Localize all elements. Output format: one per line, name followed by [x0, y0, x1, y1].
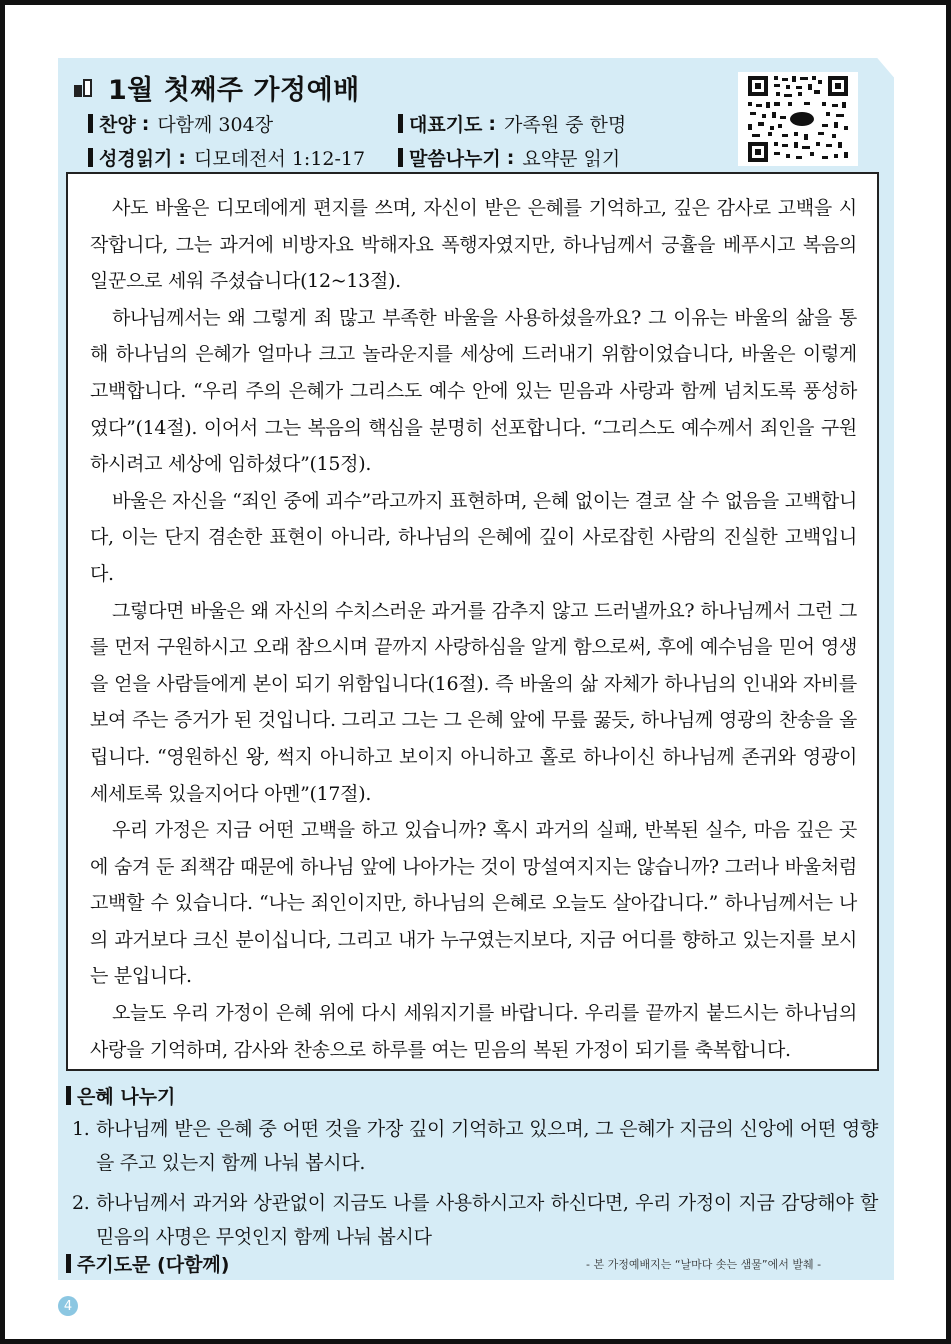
colon: : [178, 146, 187, 169]
reading-info [88, 144, 365, 171]
reading-value: 디모데전서 1:12-17 [194, 148, 366, 170]
sharing-heading-text: 은혜 나누기 [77, 1086, 176, 1108]
prayer-info [398, 110, 626, 137]
paragraph: 우리 가정은 지금 어떤 고백을 하고 있습니까? 혹시 과거의 실패, 반복된 실수, 마음 깊은 곳에 숨겨 둔 죄책감 때문에 하나님 앞에 나아가는 것이 망설여지지는 않습니까? 그러나 바울처럼 고백할 수 있습니다. “나는 죄인이지만, 하나님의 은혜로 오늘도 살아갑니다.” 하나님께서는 나의 과거보다 크신 분이십니다, 그리고 내가 누구였는지보다, 지금 어디를 향하고 있는지를 보시는 분입니다. [90, 819, 857, 988]
bullet-bar [66, 1254, 71, 1273]
sharing-info [398, 144, 620, 171]
hymn-label: 찬양 [99, 114, 136, 136]
devotional-text-box [66, 172, 879, 1071]
paragraph: 그렇다면 바울은 왜 자신의 수치스러운 과거를 감추지 않고 드러낼까요? 하나님께서 그런 그를 먼저 구원하시고 오래 참으시며 끝까지 사랑하심을 알게 함으로써, 후에 예수님을 믿어 영생을 얻을 사람들에게 본이 되기 위함입니다(16절). 즉 바울의 삶 자체가 하나님의 인내와 자비를 보여 주는 증거가 된 것입니다. 그리고 그는 그 은혜 앞에 무릎 꿇듯, 하나님께 영광의 찬송을 올립니다. “영원하신 왕, 썩지 아니하고 보이지 아니하고 홀로 하나이신 하나님께 존귀와 영광이 세세토록 있을지어다 아멘”(17절). [90, 599, 857, 805]
lords-prayer-heading-text: 주기도문 (다함께) [77, 1254, 230, 1276]
sharing-label: 말씀나누기 [409, 148, 501, 170]
bullet-bar [88, 148, 93, 167]
hymn-info [88, 110, 273, 137]
bullet-bar [398, 148, 403, 167]
sharing-heading [66, 1082, 175, 1109]
paragraph: 사도 바울은 디모데에게 편지를 쓰며, 자신이 받은 은혜를 기억하고, 깊은 감사로 고백을 시작합니다, 그는 과거에 비방자요 박해자요 폭행자였지만, 하나님께서 긍휼을 베푸시고 복음의 일꾼으로 세워 주셨습니다(12~13절). [90, 197, 857, 293]
source-note: - 본 가정예배지는 “날마다 솟는 샘물”에서 발췌 - [586, 1258, 822, 1271]
prayer-label: 대표기도 [409, 114, 483, 136]
title-row [74, 68, 360, 107]
question-number: 1. [72, 1118, 90, 1140]
question-text: 하나님께서 과거와 상관없이 지금도 나를 사용하시고자 하신다면, 우리 가정이 지금 감당해야 할 믿음의 사명은 무엇인지 함께 나눠 봅시다 [96, 1192, 878, 1248]
page-title: 1월 첫째주 가정예배 [108, 75, 360, 106]
prayer-value: 가족원 중 한명 [504, 114, 627, 136]
list-item [72, 1186, 878, 1254]
sharing-value: 요약문 읽기 [522, 148, 621, 170]
colon: : [506, 146, 515, 169]
bullet-bar [66, 1086, 71, 1105]
list-item [72, 1112, 878, 1180]
document-icon [74, 77, 94, 99]
bullet-bar [88, 114, 93, 133]
lords-prayer-heading [66, 1250, 229, 1277]
bullet-bar [398, 114, 403, 133]
reading-label: 성경읽기 [99, 148, 173, 170]
page-number: 4 [58, 1296, 78, 1316]
paragraph: 바울은 자신을 “죄인 중에 괴수”라고까지 표현하며, 은혜 없이는 결코 살 수 없음을 고백합니다, 이는 단지 겸손한 표현이 아니라, 하나님의 은혜에 깊이 사로잡힌 사람의 진실한 고백입니다. [90, 489, 857, 585]
paragraph: 하나님께서는 왜 그렇게 죄 많고 부족한 바울을 사용하셨을까요? 그 이유는 바울의 삶을 통해 하나님의 은혜가 얼마나 크고 놀라운지를 세상에 드러내기 위함이었습니다, 바울은 이렇게 고백합니다. “우리 주의 은혜가 그리스도 예수 안에 있는 믿음과 사랑과 함께 넘치도록 풍성하였다”(14절). 이어서 그는 복음의 핵심을 분명히 선포합니다. “그리스도 예수께서 죄인을 구원하시려고 세상에 임하셨다”(15정). [90, 306, 857, 476]
qr-code-icon[interactable] [738, 72, 858, 166]
paragraph: 오늘도 우리 가정이 은혜 위에 다시 세워지기를 바랍니다. 우리를 끝까지 붙드시는 하나님의 사랑을 기억하며, 감사와 찬송으로 하루를 여는 믿음의 복된 가정이 되기를 축복합니다. [90, 1002, 858, 1061]
question-text: 하나님께 받은 은혜 중 어떤 것을 가장 깊이 기억하고 있으며, 그 은혜가 지금의 신앙에 어떤 영향을 주고 있는지 함께 나눠 봅시다. [96, 1118, 878, 1174]
colon: : [488, 112, 497, 135]
question-list [72, 1112, 878, 1260]
colon: : [141, 112, 150, 135]
hymn-value: 다함께 304장 [157, 114, 274, 136]
question-number: 2. [72, 1192, 90, 1214]
